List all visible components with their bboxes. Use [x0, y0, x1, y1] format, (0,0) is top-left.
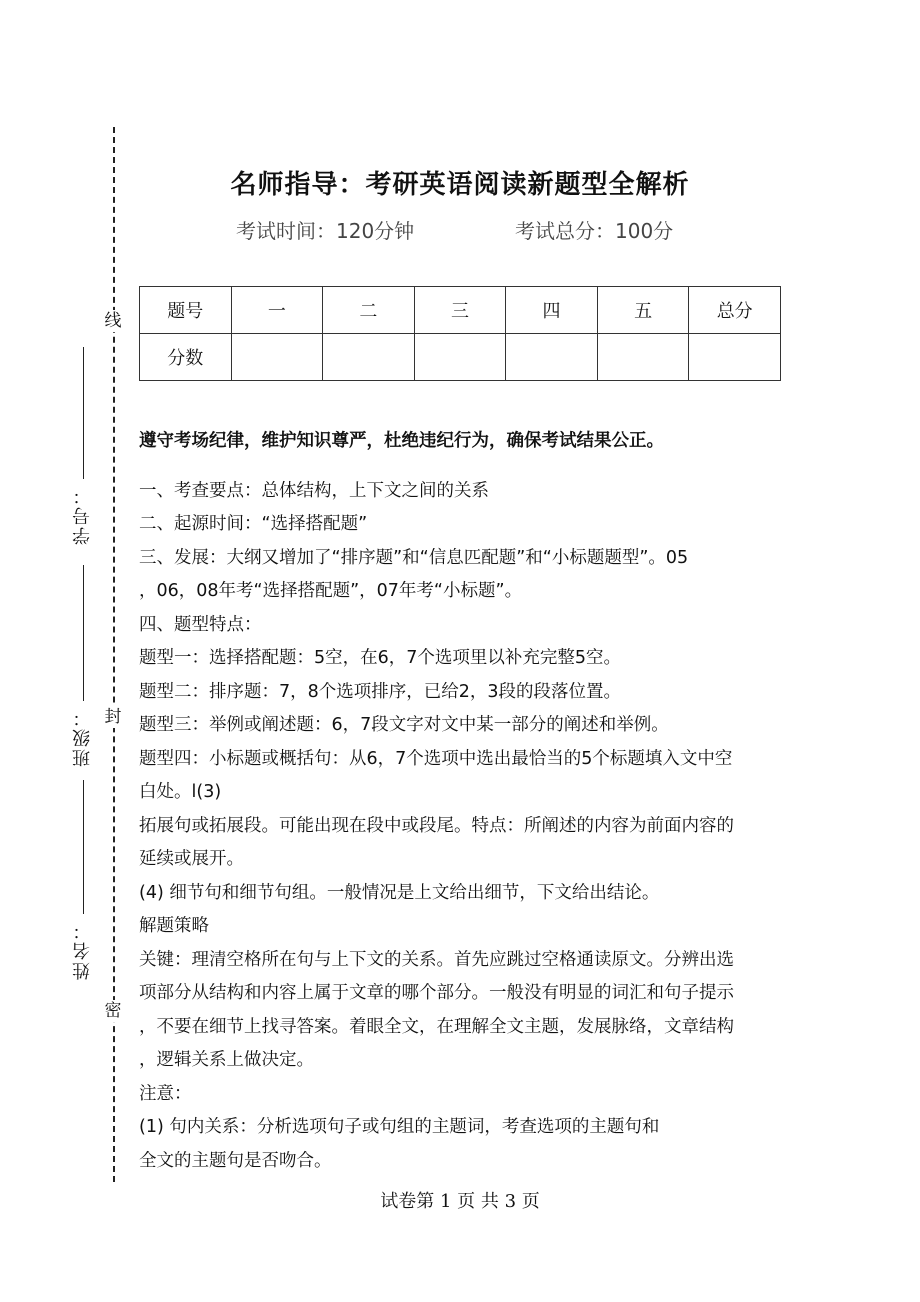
exam-discipline-notice: 遵守考场纪律，维护知识尊严，杜绝违纪行为，确保考试结果公正。: [139, 431, 664, 451]
score-header-cell: 总分: [689, 287, 781, 334]
score-cell[interactable]: [506, 334, 598, 381]
score-cell[interactable]: [689, 334, 781, 381]
binding-mark-feng: 封: [104, 707, 122, 727]
document-body: [139, 425, 779, 1178]
body-line: 四、题型特点：: [139, 614, 262, 635]
class-label: 班级：: [72, 707, 93, 767]
name-field: [58, 780, 108, 980]
page-footer: 试卷第 1 页 共 3 页: [380, 1191, 540, 1212]
score-header-cell: 三: [414, 287, 506, 334]
body-line: (1) 句内关系：分析选项句子或句组的主题词，考查选项的主题句和: [139, 1117, 660, 1137]
class-underline: [83, 565, 84, 701]
body-line: 题型一：选择搭配题：5空，在6，7个选项里以补充完整5空。: [139, 648, 622, 668]
score-header-cell: 一: [231, 287, 323, 334]
score-header-cell: 五: [597, 287, 689, 334]
score-cell[interactable]: [597, 334, 689, 381]
exam-total-score: 考试总分：100分: [515, 219, 674, 243]
score-table-score-row: [140, 334, 781, 381]
score-row-label: 分数: [140, 334, 232, 381]
binding-mark-mi: 密: [104, 1001, 122, 1021]
body-line: 三、发展：大纲又增加了“排序题”和“信息匹配题”和“小标题题型”。05: [139, 547, 689, 568]
document-title: 名师指导：考研英语阅读新题型全解析: [230, 170, 690, 200]
score-table: [139, 286, 781, 381]
binding-mark-xian: 线: [104, 311, 122, 331]
binding-dashed-line: [113, 127, 115, 1182]
student-id-underline: [83, 347, 84, 479]
name-underline: [83, 780, 84, 914]
body-line: 题型二：排序题：7，8个选项排序，已给2，3段的段落位置。: [139, 681, 622, 702]
score-cell[interactable]: [231, 334, 323, 381]
student-id-field: [58, 347, 108, 545]
body-line: 题型四：小标题或概括句：从6，7个选项中选出最恰当的5个标题填入文中空: [139, 748, 733, 769]
body-line: 延续或展开。: [139, 849, 244, 869]
score-header-cell: 二: [323, 287, 415, 334]
exam-time: 考试时间：120分钟: [236, 219, 415, 243]
body-line: ，不要在细节上找寻答案。着眼全文，在理解全文主题，发展脉络，文章结构: [139, 1016, 734, 1037]
body-line: 关键：理清空格所在句与上下文的关系。首先应跳过空格通读原文。分辨出选: [139, 949, 734, 970]
body-line: 白处。l(3): [139, 782, 222, 802]
body-line: ，06，08年考“选择搭配题”，07年考“小标题”。: [139, 581, 523, 601]
name-label: 姓名：: [72, 920, 93, 980]
body-line: 项部分从结构和内容上属于文章的哪个部分。一般没有明显的词汇和句子提示: [139, 983, 734, 1003]
body-line: 一、考查要点：总体结构，上下文之间的关系: [139, 480, 489, 501]
class-field: [58, 565, 108, 767]
score-header-cell: 四: [506, 287, 598, 334]
score-cell[interactable]: [414, 334, 506, 381]
body-line: 解题策略: [139, 916, 209, 936]
body-line: 注意：: [139, 1083, 192, 1104]
body-line: 题型三：举例或阐述题：6，7段文字对文中某一部分的阐述和举例。: [139, 715, 669, 735]
student-id-label: 学号：: [72, 485, 93, 545]
body-line: (4) 细节句和细节句组。一般情况是上文给出细节，下文给出结论。: [139, 882, 660, 903]
score-header-cell: 题号: [140, 287, 232, 334]
body-line: 拓展句或拓展段。可能出现在段中或段尾。特点：所阐述的内容为前面内容的: [139, 815, 734, 836]
score-cell[interactable]: [323, 334, 415, 381]
score-table-header-row: [140, 287, 781, 334]
body-line: 二、起源时间：“选择搭配题”: [139, 514, 368, 534]
body-line: 全文的主题句是否吻合。: [139, 1150, 332, 1171]
body-line: ，逻辑关系上做决定。: [139, 1050, 314, 1070]
